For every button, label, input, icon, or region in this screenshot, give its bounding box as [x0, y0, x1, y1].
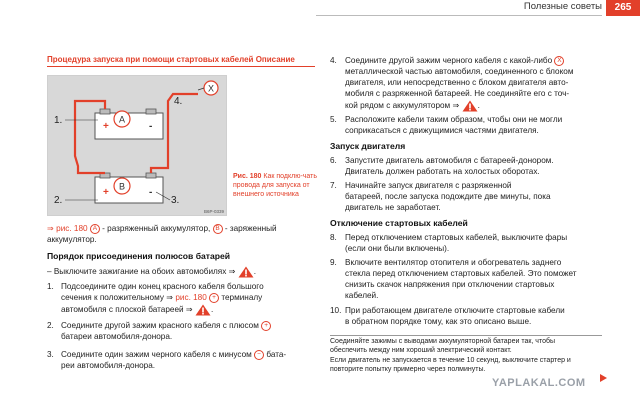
step-9-line-1: Включите вентилятор отопителя и обогреватель заднего: [345, 258, 562, 267]
jump-start-diagram: [48, 76, 228, 217]
next-page-arrow-icon[interactable]: [600, 374, 607, 382]
battery-a-minus-terminal: [146, 109, 156, 114]
step-label-1: 1.: [54, 115, 63, 126]
heading-connect-order: Порядок присоединения полюсов батарей: [47, 251, 231, 261]
ground-point-leader: [198, 88, 204, 90]
step-5-line-1: Расположите кабели таким образом, чтобы они не могли: [345, 115, 563, 124]
step-number: 4.: [330, 56, 337, 65]
figure-caption-label: Рис. 180: [233, 173, 262, 180]
step-6-line-2: Двигатель должен работать на холостых оборотах.: [345, 167, 540, 176]
step-3-line-1b: бата-: [266, 350, 287, 360]
notes-rule: [330, 335, 602, 336]
jump-start-figure: [47, 75, 227, 216]
figure-code: B6P-0339: [204, 209, 225, 214]
figure-ref-link[interactable]: ⇒ рис. 180: [47, 224, 88, 234]
step-4-line-5-text: кой рядом с аккумулятором ⇒: [345, 101, 460, 111]
step-label-2: 2.: [54, 195, 63, 206]
figure-legend: [47, 224, 277, 235]
page-number: 265: [606, 0, 640, 16]
step-2-line-2: батареи автомобиля-донора.: [61, 332, 173, 341]
legend-a-badge: A: [90, 224, 100, 234]
heading-disconnect: Отключение стартовых кабелей: [330, 218, 468, 228]
step-8-line-2: (если они были включены).: [345, 244, 450, 253]
step-number: 9.: [330, 258, 337, 267]
ground-point-label: X: [207, 83, 215, 94]
warning-icon: [462, 100, 478, 112]
step-1-line-3a: автомобиля с плоской батареей ⇒: [61, 305, 193, 315]
note-2-line-1: Если двигатель не запускается в течение 10 секунд, выключите стартер и: [330, 357, 571, 364]
legend-a-text: - разряженный аккумулятор,: [102, 224, 211, 234]
step-1-line-3: [61, 304, 213, 316]
step-9-line-2: стекла перед отключением стартовых кабелей. Это поможет: [345, 269, 577, 278]
step-number: 5.: [330, 115, 337, 124]
step-1-figure-link[interactable]: рис. 180: [175, 293, 207, 303]
warning-icon: [195, 304, 214, 316]
minus-badge: −: [254, 350, 264, 360]
step-label-4: 4.: [174, 96, 183, 107]
step-number: 3.: [47, 350, 54, 359]
step-9-line-3: снизить скачок напряжения при отключении стартовых: [345, 280, 555, 289]
warning-icon: [238, 266, 254, 278]
step-10-line-2: в обратном порядке тому, как это описано выше.: [345, 317, 532, 326]
note-1-line-1: Соединяйте зажимы с выводами аккумуляторной батареи так, чтобы: [330, 338, 556, 345]
plus-badge: +: [261, 321, 271, 331]
note-1-line-2: обеспечить между ним хороший электрический контакт.: [330, 347, 512, 354]
watermark: YAPLAKAL.COM: [492, 377, 586, 389]
header-rule: [316, 15, 602, 16]
step-2-line-1: [61, 321, 271, 332]
step-7-line-1: Начинайте запуск двигателя с разряженной: [345, 181, 512, 190]
battery-b-minus-terminal: [146, 173, 156, 178]
step-8-line-1: Перед отключением стартовых кабелей, выключите фары: [345, 233, 568, 242]
step-3-line-1-text: Соедините один зажим черного кабеля с минусом: [61, 350, 252, 360]
battery-a-plus-terminal: [100, 109, 110, 114]
bullet-ignition-off: – Выключите зажигание на обоих автомобилях ⇒ .: [47, 267, 257, 277]
step-number: 7.: [330, 181, 337, 190]
plus-badge: +: [209, 293, 219, 303]
section-title: Процедура запуска при помощи стартовых кабелей Описание: [47, 55, 295, 64]
step-number: 6.: [330, 156, 337, 165]
step-6-line-1: Запустите двигатель автомобиля с батареей-донором.: [345, 156, 554, 165]
step-5-line-2: соприкасаться с движущимися частями двигателя.: [345, 126, 539, 135]
step-10-line-1: При работающем двигателе отключите стартовые кабели: [345, 306, 565, 315]
figure-caption: [233, 172, 318, 199]
header-title: Полезные советы: [523, 1, 602, 12]
step-1-line-2: [61, 293, 262, 304]
battery-a-label: A: [118, 114, 126, 125]
bullet-ignition-text: – Выключите зажигание на обоих автомобилях ⇒: [47, 267, 236, 277]
step-3-line-2: реи автомобиля-донора.: [61, 361, 156, 370]
heading-engine-start: Запуск двигателя: [330, 141, 406, 151]
step-7-line-3: двигатель не заработает.: [345, 203, 441, 212]
figure-caption-text: Как подклю-чать провода для запуска от внешнего источника: [233, 173, 318, 198]
legend-b-text: - заряженный: [224, 224, 277, 234]
step-1-line-1: Подсоедините один конец красного кабеля большого: [61, 282, 264, 291]
step-4-line-4: мобиля с разряженной батареей. Не соединяйте его с точ-: [345, 89, 570, 98]
step-9-line-4: кабелей.: [345, 291, 379, 300]
step-3-line-1: [61, 350, 286, 361]
step-1-line-2b: терминалу: [221, 293, 263, 303]
step-2-line-1-text: Соедините другой зажим красного кабеля с плюсом: [61, 321, 259, 331]
step-number: 8.: [330, 233, 337, 242]
step-4-line-1-text: Соедините другой зажим черного кабеля с какой-либо: [345, 56, 553, 66]
step-number: 10.: [330, 306, 342, 315]
legend-line-2: аккумулятор.: [47, 235, 97, 244]
step-1-line-2a: сечения к положительному ⇒: [61, 293, 174, 303]
battery-b-label: B: [118, 181, 126, 192]
battery-b-plus-sign: +: [103, 187, 109, 198]
step-4-line-2: металлической частью автомобиля, соединенного с блоком: [345, 67, 574, 76]
step-4-line-3: двигателя, или непосредственно с блоком двигателя авто-: [345, 78, 569, 87]
step-number: 1.: [47, 282, 54, 291]
step-label-3: 3.: [171, 195, 180, 206]
ground-badge: X: [554, 56, 564, 66]
step-4-line-1: [345, 56, 564, 67]
step-7-line-2: батареей, после запуска подождите две минуты, пока: [345, 192, 551, 201]
legend-b-badge: B: [213, 224, 223, 234]
battery-a-plus-sign: +: [103, 121, 109, 132]
section-rule: [47, 66, 315, 67]
battery-a-minus-sign: -: [149, 121, 153, 132]
step-1-line-3b: .: [211, 305, 214, 315]
battery-b-minus-sign: -: [149, 187, 153, 198]
step-4-line-5: кой рядом с аккумулятором ⇒ .: [345, 101, 480, 111]
step-number: 2.: [47, 321, 54, 330]
note-2-line-2: повторите попытку примерно через полминуты.: [330, 366, 486, 373]
